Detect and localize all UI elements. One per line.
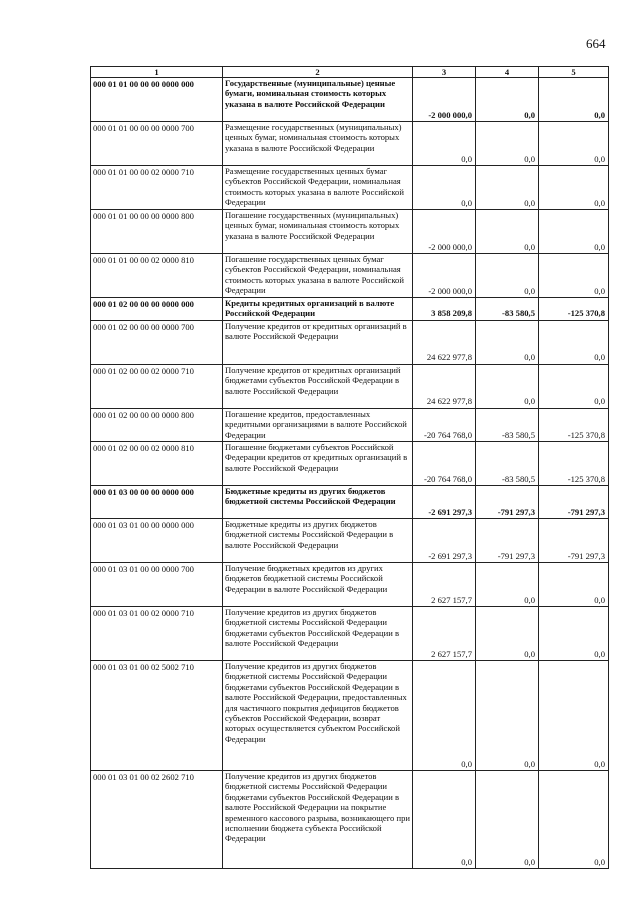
row-code-cell: 000 01 03 01 00 02 5002 710 bbox=[91, 661, 223, 771]
row-name-cell: Погашение государственных ценных бумаг субъектов Российской Федерации, номинальная стоимость которых указана в валюте Российской Федерации bbox=[223, 254, 413, 298]
row-code-cell: 000 01 03 00 00 00 0000 000 bbox=[91, 486, 223, 519]
row-name-cell: Кредиты кредитных организаций в валюте Российской Федерации bbox=[223, 298, 413, 321]
row-value-col5: 0,0 bbox=[539, 210, 609, 254]
row-value-col3: 0,0 bbox=[413, 661, 476, 771]
row-code-cell: 000 01 01 00 00 00 0000 000 bbox=[91, 78, 223, 122]
row-value-col5: 0,0 bbox=[539, 320, 609, 364]
table-row bbox=[91, 408, 609, 441]
row-code-cell: 000 01 02 00 00 00 0000 000 bbox=[91, 298, 223, 321]
table-row bbox=[91, 442, 609, 486]
row-value-col5: 0,0 bbox=[539, 122, 609, 166]
row-name-cell: Получение кредитов от кредитных организаций в валюте Российской Федерации bbox=[223, 320, 413, 364]
table-row bbox=[91, 607, 609, 661]
row-value-col5: -125 370,8 bbox=[539, 442, 609, 486]
row-name-cell: Размещение государственных ценных бумаг субъектов Российской Федерации, номинальная стоимость которых указана в валюте Российской Федерации bbox=[223, 166, 413, 210]
column-header-3: 3 bbox=[413, 67, 476, 78]
row-value-col3: -2 691 297,3 bbox=[413, 486, 476, 519]
row-code-cell: 000 01 01 00 00 02 0000 810 bbox=[91, 254, 223, 298]
row-value-col4: 0,0 bbox=[476, 607, 539, 661]
row-value-col5: 0,0 bbox=[539, 563, 609, 607]
column-header-4: 4 bbox=[476, 67, 539, 78]
row-value-col3: -2 000 000,0 bbox=[413, 254, 476, 298]
row-name-cell: Бюджетные кредиты из других бюджетов бюджетной системы Российской Федерации в валюте Российской Федерации bbox=[223, 519, 413, 563]
row-value-col3: 3 858 209,8 bbox=[413, 298, 476, 321]
row-value-col4: 0,0 bbox=[476, 210, 539, 254]
row-code-cell: 000 01 02 00 00 00 0000 700 bbox=[91, 320, 223, 364]
row-name-cell: Погашение кредитов, предоставленных кредитными организациями в валюте Российской Федерации bbox=[223, 408, 413, 441]
row-name-cell: Получение кредитов от кредитных организаций бюджетами субъектов Российской Федерации в валюте Российской Федерации bbox=[223, 364, 413, 408]
table-row bbox=[91, 210, 609, 254]
row-value-col4: -791 297,3 bbox=[476, 519, 539, 563]
row-value-col5: 0,0 bbox=[539, 661, 609, 771]
row-name-cell: Погашение государственных (муниципальных) ценных бумаг, номинальная стоимость которых указана в валюте Российской Федерации bbox=[223, 210, 413, 254]
row-name-cell: Получение кредитов из других бюджетов бюджетной системы Российской Федерации бюджетами субъектов Российской Федерации в валюте Российской Федерации bbox=[223, 607, 413, 661]
row-code-cell: 000 01 03 01 00 02 2602 710 bbox=[91, 771, 223, 869]
row-value-col5: 0,0 bbox=[539, 607, 609, 661]
row-value-col5: 0,0 bbox=[539, 771, 609, 869]
row-code-cell: 000 01 03 01 00 00 0000 000 bbox=[91, 519, 223, 563]
row-value-col5: -791 297,3 bbox=[539, 486, 609, 519]
column-header-1: 1 bbox=[91, 67, 223, 78]
row-value-col3: 0,0 bbox=[413, 122, 476, 166]
row-value-col4: -791 297,3 bbox=[476, 486, 539, 519]
page-number: 664 bbox=[586, 36, 606, 51]
row-value-col5: 0,0 bbox=[539, 78, 609, 122]
row-code-cell: 000 01 01 00 00 00 0000 700 bbox=[91, 122, 223, 166]
row-value-col3: -2 000 000,0 bbox=[413, 210, 476, 254]
row-value-col4: 0,0 bbox=[476, 254, 539, 298]
row-value-col5: -791 297,3 bbox=[539, 519, 609, 563]
row-code-cell: 000 01 01 00 00 02 0000 710 bbox=[91, 166, 223, 210]
table-row bbox=[91, 78, 609, 122]
row-code-cell: 000 01 02 00 00 02 0000 810 bbox=[91, 442, 223, 486]
row-value-col3: -20 764 768,0 bbox=[413, 442, 476, 486]
row-value-col3: 0,0 bbox=[413, 166, 476, 210]
table-row bbox=[91, 320, 609, 364]
row-name-cell: Получение кредитов из других бюджетов бюджетной системы Российской Федерации бюджетами субъектов Российской Федерации в валюте Российской Федерации на покрытие временного кассового разрыва, возникающего при исполнении бюджета субъекта Российской Федерации bbox=[223, 771, 413, 869]
row-value-col4: 0,0 bbox=[476, 166, 539, 210]
row-value-col4: 0,0 bbox=[476, 661, 539, 771]
row-name-cell: Размещение государственных (муниципальных) ценных бумаг, номинальная стоимость которых указана в валюте Российской Федерации bbox=[223, 122, 413, 166]
row-value-col3: 24 622 977,8 bbox=[413, 364, 476, 408]
row-value-col4: 0,0 bbox=[476, 320, 539, 364]
table-header-row bbox=[91, 67, 609, 78]
row-code-cell: 000 01 03 01 00 02 0000 710 bbox=[91, 607, 223, 661]
row-value-col4: 0,0 bbox=[476, 364, 539, 408]
column-header-2: 2 bbox=[223, 67, 413, 78]
row-value-col5: -125 370,8 bbox=[539, 298, 609, 321]
row-value-col4: 0,0 bbox=[476, 771, 539, 869]
row-value-col4: -83 580,5 bbox=[476, 442, 539, 486]
row-value-col5: 0,0 bbox=[539, 166, 609, 210]
row-name-cell: Государственные (муниципальные) ценные бумаги, номинальная стоимость которых указана в валюте Российской Федерации bbox=[223, 78, 413, 122]
table-row bbox=[91, 298, 609, 321]
row-value-col5: 0,0 bbox=[539, 364, 609, 408]
row-name-cell: Погашение бюджетами субъектов Российской Федерации кредитов от кредитных организаций в валюте Российской Федерации bbox=[223, 442, 413, 486]
row-code-cell: 000 01 03 01 00 00 0000 700 bbox=[91, 563, 223, 607]
row-value-col5: -125 370,8 bbox=[539, 408, 609, 441]
budget-sources-table bbox=[90, 66, 609, 869]
row-value-col3: 24 622 977,8 bbox=[413, 320, 476, 364]
row-value-col4: -83 580,5 bbox=[476, 298, 539, 321]
row-value-col3: 2 627 157,7 bbox=[413, 607, 476, 661]
table-row bbox=[91, 519, 609, 563]
row-value-col3: -2 691 297,3 bbox=[413, 519, 476, 563]
table-row bbox=[91, 122, 609, 166]
table-row bbox=[91, 661, 609, 771]
row-value-col3: 2 627 157,7 bbox=[413, 563, 476, 607]
row-value-col3: -2 000 000,0 bbox=[413, 78, 476, 122]
table-row bbox=[91, 486, 609, 519]
row-value-col3: -20 764 768,0 bbox=[413, 408, 476, 441]
row-value-col5: 0,0 bbox=[539, 254, 609, 298]
table-row bbox=[91, 166, 609, 210]
row-value-col3: 0,0 bbox=[413, 771, 476, 869]
column-header-5: 5 bbox=[539, 67, 609, 78]
row-code-cell: 000 01 01 00 00 00 0000 800 bbox=[91, 210, 223, 254]
row-name-cell: Получение кредитов из других бюджетов бюджетной системы Российской Федерации бюджетами субъектов Российской Федерации в валюте Российской Федерации, предоставленных для частичного покрытия дефицитов бюджетов субъектов Российской Федерации, возврат которых осуществляется субъектом Российской Федерации bbox=[223, 661, 413, 771]
row-name-cell: Бюджетные кредиты из других бюджетов бюджетной системы Российской Федерации bbox=[223, 486, 413, 519]
row-value-col4: 0,0 bbox=[476, 78, 539, 122]
row-code-cell: 000 01 02 00 00 00 0000 800 bbox=[91, 408, 223, 441]
table-row bbox=[91, 254, 609, 298]
row-value-col4: 0,0 bbox=[476, 122, 539, 166]
table-body bbox=[91, 78, 609, 869]
row-value-col4: -83 580,5 bbox=[476, 408, 539, 441]
table-row bbox=[91, 771, 609, 869]
row-code-cell: 000 01 02 00 00 02 0000 710 bbox=[91, 364, 223, 408]
row-name-cell: Получение бюджетных кредитов из других бюджетов бюджетной системы Российской Федерации в валюте Российской Федерации bbox=[223, 563, 413, 607]
table-row bbox=[91, 563, 609, 607]
table-row bbox=[91, 364, 609, 408]
row-value-col4: 0,0 bbox=[476, 563, 539, 607]
